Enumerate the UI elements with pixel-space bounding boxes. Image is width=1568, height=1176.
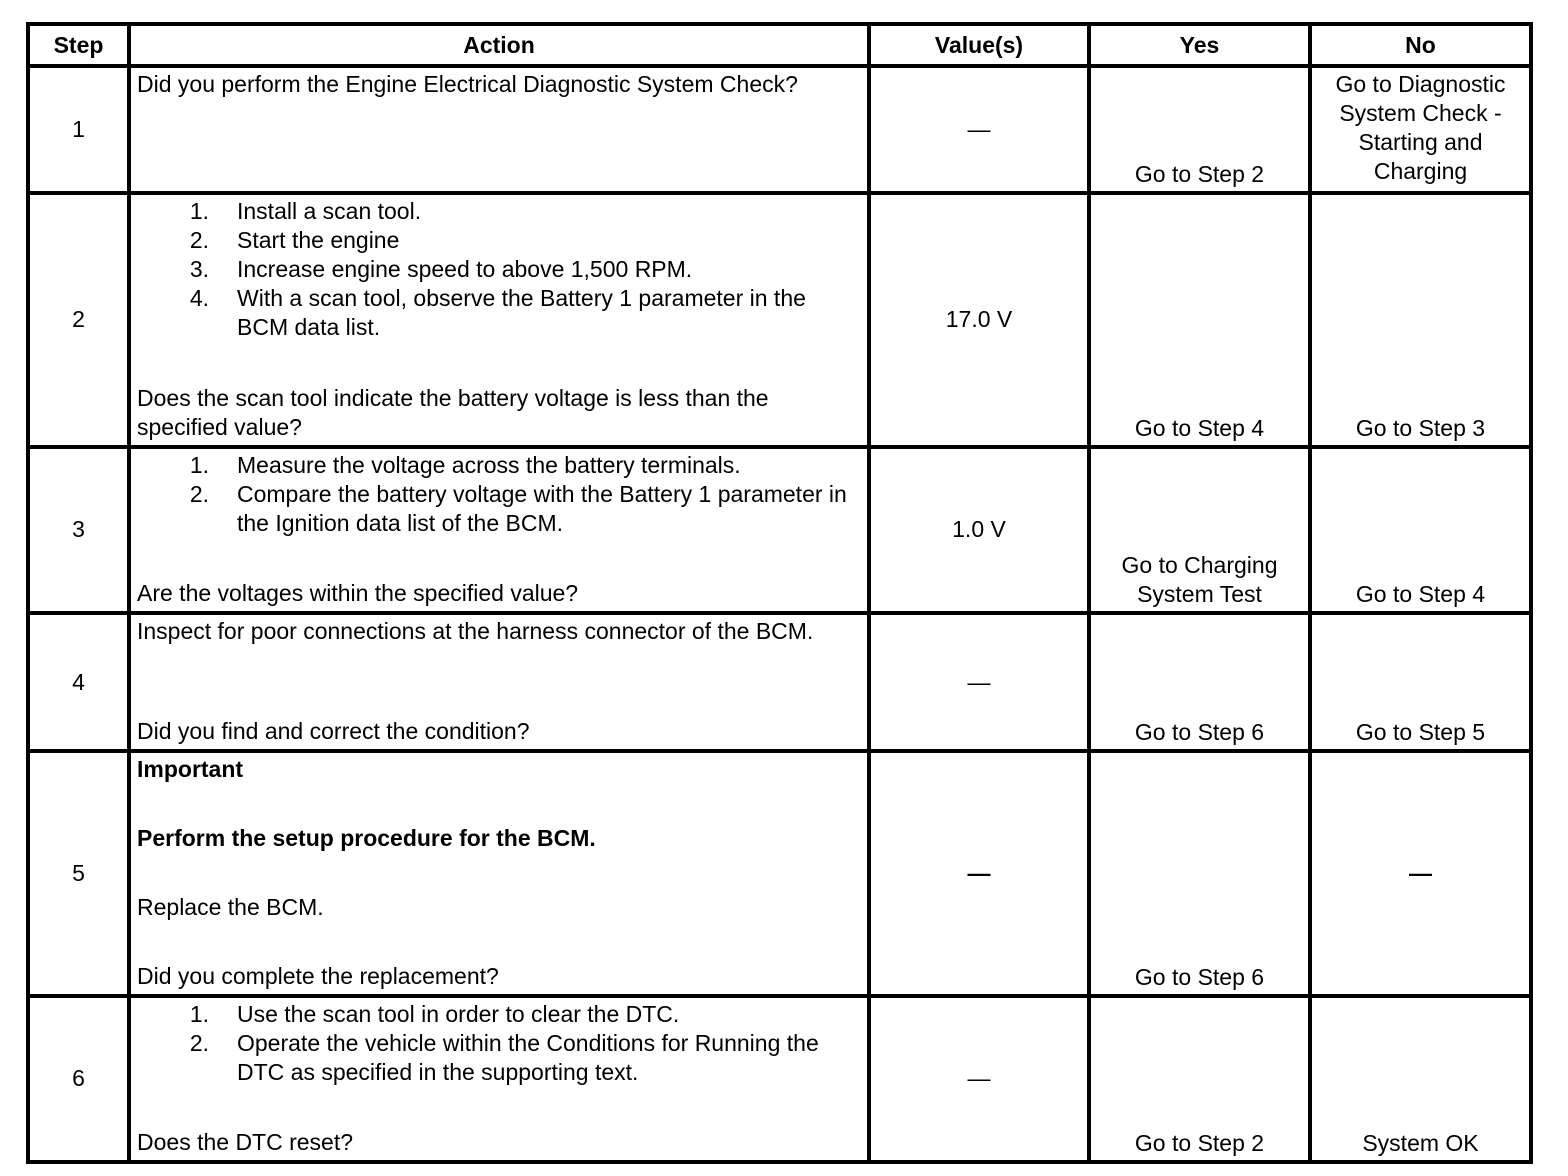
question-text: Are the voltages within the specified value? bbox=[137, 579, 579, 606]
no-cell: — bbox=[1310, 751, 1531, 995]
step-number: 5 bbox=[28, 751, 129, 995]
instruction-text: Inspect for poor connections at the harness connector of the BCM. bbox=[137, 617, 814, 644]
table-row bbox=[28, 996, 1531, 1162]
list-item: 1. Install a scan tool. bbox=[189, 198, 422, 225]
instruction-text: Replace the BCM. bbox=[137, 893, 324, 920]
step-number: 1 bbox=[28, 66, 129, 193]
no-cell: Go to Step 4 bbox=[1310, 447, 1531, 613]
header-yes: Yes bbox=[1089, 24, 1310, 66]
no-cell: Go to Diagnostic System Check - Starting and Charging bbox=[1310, 66, 1531, 193]
no-cell: System OK bbox=[1310, 996, 1531, 1162]
table-row bbox=[28, 193, 1531, 446]
header-action: Action bbox=[129, 24, 869, 66]
table-row bbox=[28, 66, 1531, 193]
question-text: Does the scan tool indicate the battery voltage is less than the specified value? bbox=[137, 384, 769, 440]
value-cell: — bbox=[869, 751, 1089, 995]
important-label: Important bbox=[137, 756, 244, 783]
action-cell bbox=[129, 66, 869, 193]
value-cell: 1.0 V bbox=[869, 447, 1089, 613]
question-text: Does the DTC reset? bbox=[137, 1129, 354, 1155]
yes-cell: Go to Step 6 bbox=[1089, 613, 1310, 751]
step-number: 4 bbox=[28, 613, 129, 751]
instruction-list bbox=[137, 197, 861, 342]
no-cell: Go to Step 3 bbox=[1310, 193, 1531, 446]
action-cell bbox=[129, 447, 869, 613]
step-number: 3 bbox=[28, 447, 129, 613]
no-cell: Go to Step 5 bbox=[1310, 613, 1531, 751]
instruction-list bbox=[137, 1000, 861, 1087]
yes-cell: Go to Step 6 bbox=[1089, 751, 1310, 995]
value-cell: — bbox=[869, 613, 1089, 751]
action-cell bbox=[129, 193, 869, 446]
document-page bbox=[26, 22, 1529, 1164]
list-item: 4. With a scan tool, observe the Battery 1 parameter in the BCM data list. bbox=[189, 285, 806, 341]
yes-cell: Go to Step 2 bbox=[1089, 66, 1310, 193]
header-values: Value(s) bbox=[869, 24, 1089, 66]
list-item: 2. Compare the battery voltage with the Battery 1 parameter in the Ignition data list of the BCM. bbox=[189, 480, 847, 536]
yes-cell: Go to Charging System Test bbox=[1089, 447, 1310, 613]
yes-cell: Go to Step 2 bbox=[1089, 996, 1310, 1162]
instruction-list bbox=[137, 451, 861, 538]
header-no: No bbox=[1310, 24, 1531, 66]
question-text: Did you perform the Engine Electrical Diagnostic System Check? bbox=[137, 71, 798, 97]
value-cell: 17.0 V bbox=[869, 193, 1089, 446]
list-item: 2. Start the engine bbox=[189, 227, 400, 254]
value-cell: — bbox=[869, 66, 1089, 193]
step-number: 6 bbox=[28, 996, 129, 1162]
question-text: Did you complete the replacement? bbox=[137, 962, 499, 989]
value-cell: — bbox=[869, 996, 1089, 1162]
list-item: 3. Increase engine speed to above 1,500 RPM. bbox=[189, 256, 693, 283]
header-step: Step bbox=[28, 24, 129, 66]
table-row bbox=[28, 613, 1531, 751]
important-text: Perform the setup procedure for the BCM. bbox=[137, 825, 596, 852]
question-text: Did you find and correct the condition? bbox=[137, 718, 530, 745]
action-cell bbox=[129, 613, 869, 751]
diagnostic-table bbox=[26, 22, 1533, 1164]
list-item: 2. Operate the vehicle within the Conditions for Running the DTC as specified in the supporting text. bbox=[189, 1029, 819, 1085]
list-item: 1. Use the scan tool in order to clear the DTC. bbox=[189, 1000, 680, 1027]
yes-cell: Go to Step 4 bbox=[1089, 193, 1310, 446]
list-item: 1. Measure the voltage across the battery terminals. bbox=[189, 451, 741, 478]
step-number: 2 bbox=[28, 193, 129, 446]
header-row bbox=[28, 24, 1531, 66]
action-cell bbox=[129, 996, 869, 1162]
table-row bbox=[28, 751, 1531, 995]
action-cell bbox=[129, 751, 869, 995]
table-row bbox=[28, 447, 1531, 613]
